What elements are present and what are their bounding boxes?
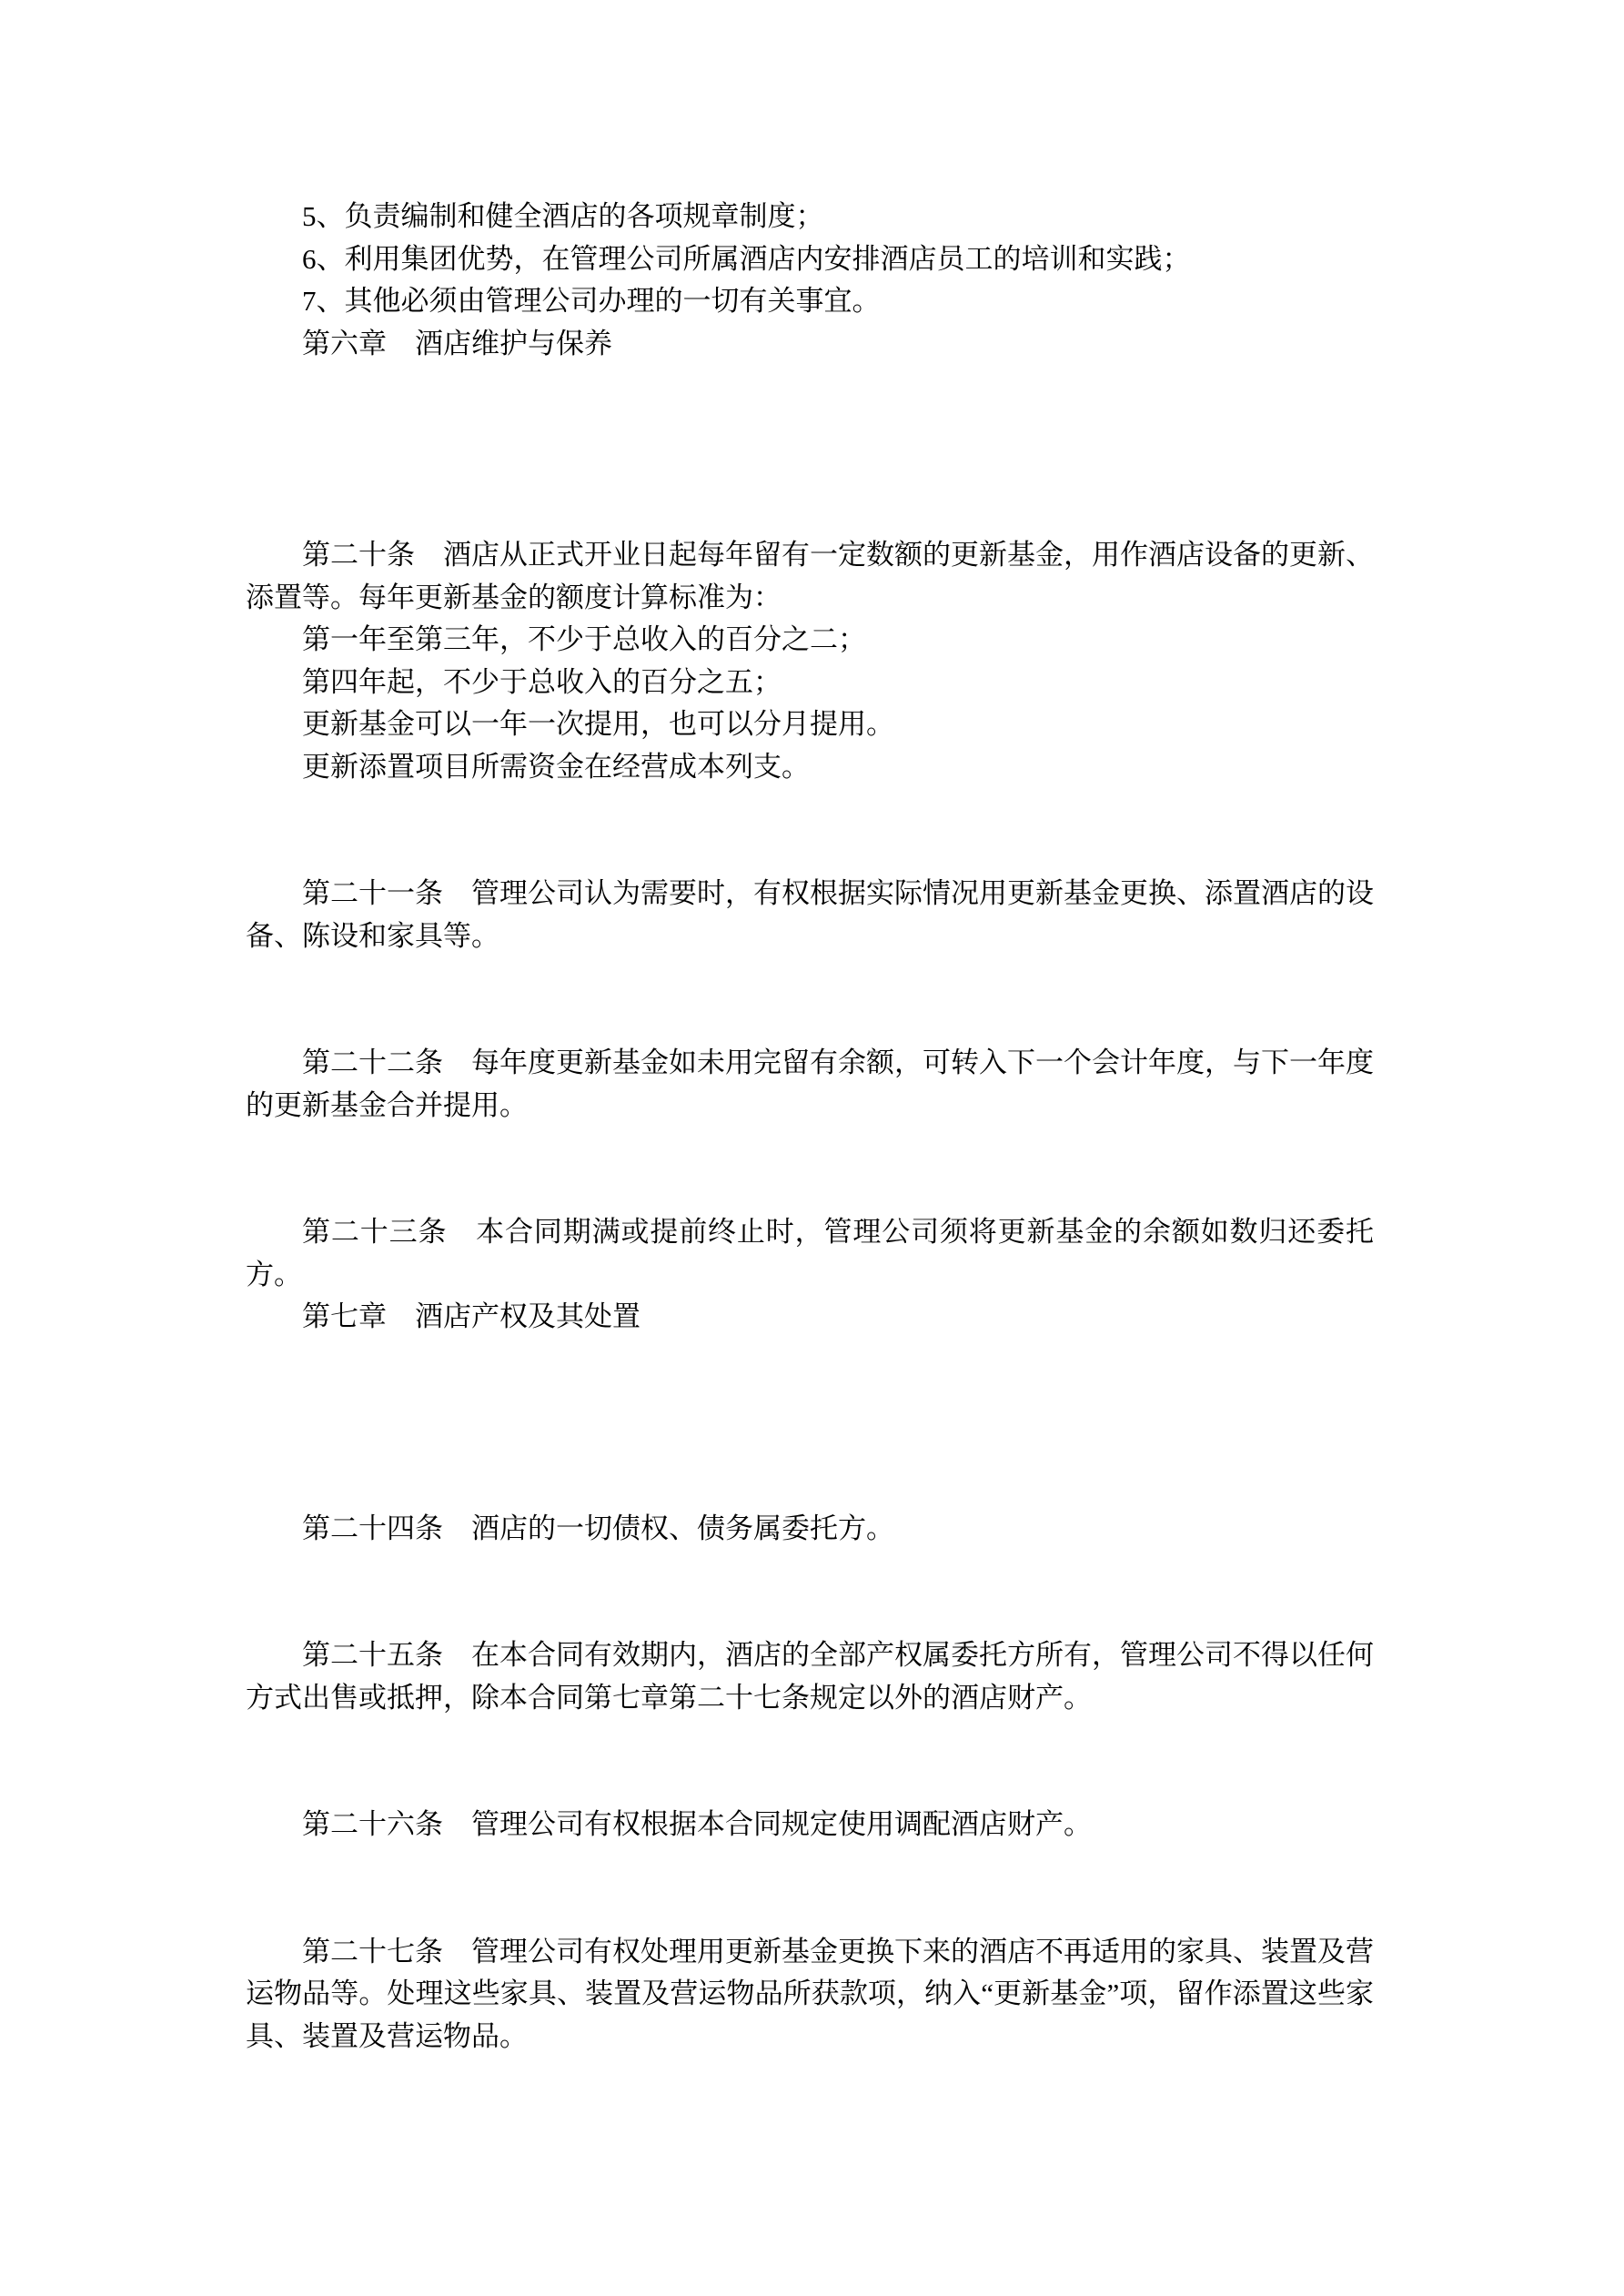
- article-21: 第二十一条 管理公司认为需要时，有权根据实际情况用更新基金更换、添置酒店的设备、陈设和家具等。: [246, 877, 1374, 952]
- article-23: 第二十三条 本合同期满或提前终止时，管理公司须将更新基金的余额如数归还委托方。: [246, 1216, 1374, 1290]
- article-20-item-withdrawal: 更新基金可以一年一次提用，也可以分月提用。: [302, 708, 894, 740]
- article-25: 第二十五条 在本合同有效期内，酒店的全部产权属委托方所有，管理公司不得以任何方式出售或抵押，除本合同第七章第二十七条规定以外的酒店财产。: [246, 1639, 1374, 1714]
- article-26: 第二十六条 管理公司有权根据本合同规定使用调配酒店财产。: [302, 1808, 1092, 1840]
- list-item-5: 5、负责编制和健全酒店的各项规章制度；: [302, 200, 824, 232]
- article-24: 第二十四条 酒店的一切债权、债务属委托方。: [302, 1512, 894, 1544]
- article-20-item-years-1-3: 第一年至第三年，不少于总收入的百分之二；: [302, 623, 866, 655]
- list-item-7: 7、其他必须由管理公司办理的一切有关事宜。: [302, 285, 881, 317]
- chapter-6-heading: 第六章 酒店维护与保养: [302, 327, 612, 359]
- article-20-item-cost: 更新添置项目所需资金在经营成本列支。: [302, 750, 810, 783]
- article-22: 第二十二条 每年度更新基金如未用完留有余额，可转入下一个会计年度，与下一年度的更新基金合并提用。: [246, 1047, 1374, 1121]
- article-20: 第二十条 酒店从正式开业日起每年留有一定数额的更新基金，用作酒店设备的更新、添置等。每年更新基金的额度计算标准为：: [246, 539, 1374, 613]
- chapter-7-heading: 第七章 酒店产权及其处置: [302, 1300, 641, 1332]
- document-text-block: [246, 196, 1374, 2058]
- article-20-item-year-4: 第四年起，不少于总收入的百分之五；: [302, 665, 782, 698]
- list-item-6: 6、利用集团优势，在管理公司所属酒店内安排酒店员工的培训和实践；: [302, 242, 1191, 275]
- article-27: 第二十七条 管理公司有权处理用更新基金更换下来的酒店不再适用的家具、装置及营运物品等。处理这些家具、装置及营运物品所获款项，纳入“更新基金”项，留作添置这些家具、装置及营运物品。: [246, 1935, 1374, 2052]
